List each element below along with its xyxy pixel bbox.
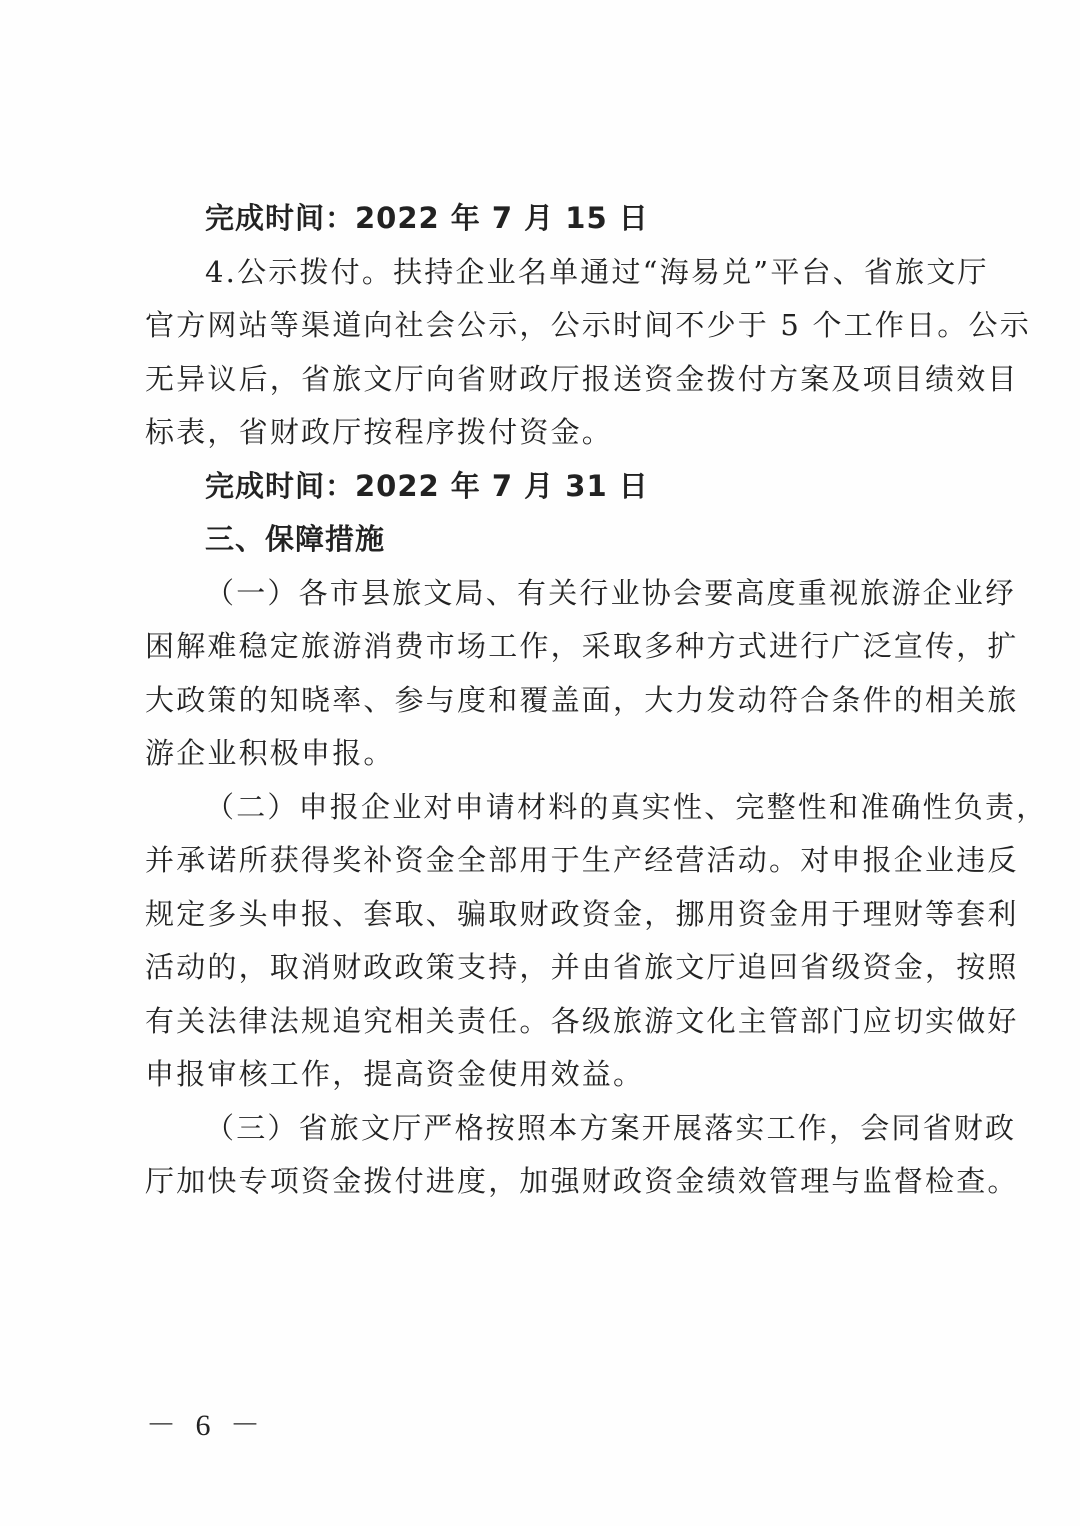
text-line: 规定多头申报、套取、骗取财政资金，挪用资金用于理财等套利 xyxy=(145,896,1019,931)
heading-line: 完成时间：2022 年 7 月 15 日 xyxy=(205,201,649,235)
text-line: 厅加快专项资金拨付进度，加强财政资金绩效管理与监督检查。 xyxy=(145,1164,1019,1198)
text-line: 并承诺所获得奖补资金全部用于生产经营活动。对申报企业违反 xyxy=(145,843,1019,877)
text-line: 大政策的知晓率、参与度和覆盖面，大力发动符合条件的相关旅 xyxy=(145,682,1019,717)
text-line: 游企业积极申报。 xyxy=(145,736,395,770)
text-line: 有关法律法规追究相关责任。各级旅游文化主管部门应切实做好 xyxy=(145,1003,1019,1038)
text-line: 活动的，取消财政政策支持，并由省旅文厅追回省级资金，按照 xyxy=(145,950,1019,984)
text-line: 官方网站等渠道向社会公示，公示时间不少于 5 个工作日。公示 xyxy=(145,308,1031,342)
heading-line: 完成时间：2022 年 7 月 31 日 xyxy=(205,468,649,503)
page-number: － 6 － xyxy=(146,1409,266,1442)
text-line: （三）省旅文厅严格按照本方案开展落实工作，会同省财政 xyxy=(205,1110,1017,1145)
heading-line: 三、保障措施 xyxy=(205,522,386,556)
document-body xyxy=(145,192,1048,1209)
text-line: 困解难稳定旅游消费市场工作，采取多种方式进行广泛宣传，扩 xyxy=(145,629,1019,663)
text-line: （二）申报企业对申请材料的真实性、完整性和准确性负责， xyxy=(205,789,1048,824)
text-line: 申报审核工作，提高资金使用效益。 xyxy=(145,1057,645,1091)
text-line: 4.公示拨付。扶持企业名单通过“海易兑”平台、省旅文厅 xyxy=(205,254,989,289)
text-line: （一）各市县旅文局、有关行业协会要高度重视旅游企业纾 xyxy=(205,575,1017,610)
text-line: 无异议后，省旅文厅向省财政厅报送资金拨付方案及项目绩效目 xyxy=(145,361,1019,396)
text-line: 标表，省财政厅按程序拨付资金。 xyxy=(145,415,614,449)
